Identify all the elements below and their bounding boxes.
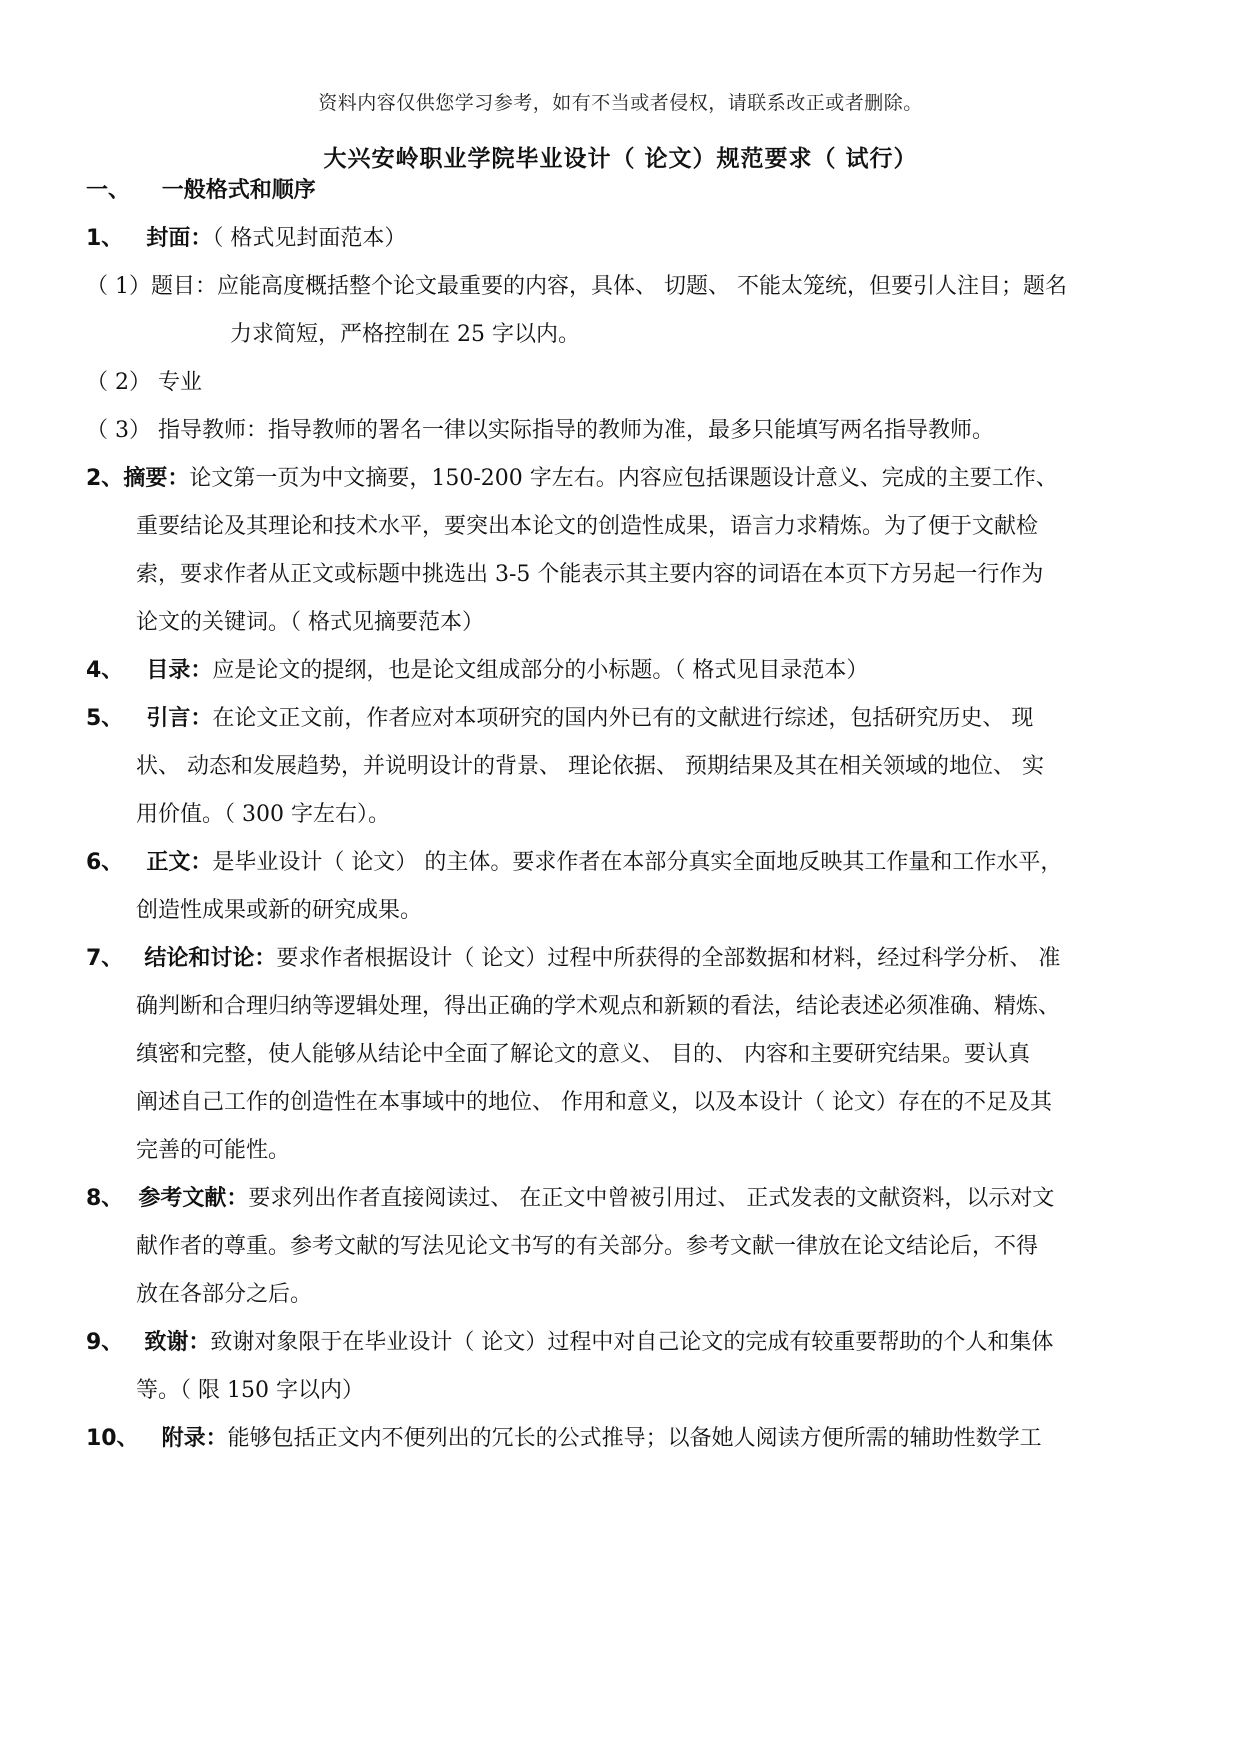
conclusion-line-5: 完善的可能性。: [136, 1138, 291, 1163]
document-title: 大兴安岭职业学院毕业设计（ 论文）规范要求（ 试行）: [323, 146, 918, 172]
item-label: 附录：: [161, 1426, 228, 1451]
conclusion-line-2: 确判断和合理归纳等逻辑处理，得出正确的学术观点和新颖的看法，结论表述必须准确、精炼、: [136, 994, 1061, 1019]
item-number: 2、: [86, 466, 124, 491]
item-text: 论文第一页为中文摘要，150-200 字左右。内容应包括课题设计意义、完成的主要工作、: [189, 466, 1058, 491]
intro-line-3: 用价值。（ 300 字左右）。: [136, 802, 390, 827]
section-heading: [86, 176, 316, 206]
item-toc: [86, 656, 868, 686]
cover-sub-title-cont: 力求简短，严格控制在 25 字以内。: [230, 322, 580, 347]
abstract-line-2: 重要结论及其理论和技术水平，要突出本论文的创造性成果，语言力求精炼。为了便于文献检: [136, 514, 1039, 539]
item-label: 引言：: [146, 706, 213, 731]
item-number: 6、: [86, 850, 124, 875]
abstract-line-3: 索，要求作者从正文或标题中挑选出 3-5 个能表示其主要内容的词语在本页下方另起一行作为: [136, 562, 1044, 587]
item-abstract: [86, 464, 1058, 494]
item-acknowledgement: [86, 1328, 1053, 1358]
references-line-3: 放在各部分之后。: [136, 1282, 313, 1307]
item-number: 1、: [86, 226, 124, 251]
item-text: 应是论文的提纲，也是论文组成部分的小标题。（ 格式见目录范本）: [212, 658, 869, 683]
item-cover: [86, 224, 406, 254]
item-number: 8、: [86, 1186, 124, 1211]
item-text: 在论文正文前，作者应对本项研究的国内外已有的文献进行综述，包括研究历史、 现: [212, 706, 1034, 731]
conclusion-line-3: 缜密和完整，使人能够从结论中全面了解论文的意义、 目的、 内容和主要研究结果。要认真: [136, 1042, 1030, 1067]
item-label: 正文：: [146, 850, 213, 875]
item-text: 是毕业设计（ 论文） 的主体。要求作者在本部分真实全面地反映其工作量和工作水平，: [212, 850, 1063, 875]
references-line-2: 献作者的尊重。参考文献的写法见论文书写的有关部分。参考文献一律放在论文结论后，不得: [136, 1234, 1039, 1259]
sub-prefix: （ 1）题目：: [86, 274, 217, 299]
item-label: 摘要：: [123, 466, 190, 491]
item-number: 7、: [86, 946, 124, 971]
cover-sub-major: （ 2） 专业: [86, 370, 202, 395]
item-text: 能够包括正文内不便列出的冗长的公式推导；以备她人阅读方便所需的辅助性数学工: [227, 1426, 1042, 1451]
item-label: 结论和讨论：: [144, 946, 277, 971]
acknowledgement-line-2: 等。（ 限 150 字以内）: [136, 1378, 364, 1403]
item-text: 要求列出作者直接阅读过、 在正文中曾被引用过、 正式发表的文献资料，以示对文: [248, 1186, 1055, 1211]
item-references: [86, 1184, 1054, 1214]
item-label: 封面：: [146, 226, 213, 251]
item-intro: [86, 704, 1033, 734]
sub-text: 应能高度概括整个论文最重要的内容，具体、 切题、 不能太笼统，但要引人注目；题名: [217, 274, 1067, 299]
watermark-notice: 资料内容仅供您学习参考，如有不当或者侵权，请联系改正或者删除。: [318, 92, 923, 114]
item-appendix: [86, 1424, 1042, 1454]
item-number: 10、: [86, 1426, 139, 1451]
cover-sub-advisor: （ 3） 指导教师：指导教师的署名一律以实际指导的教师为准，最多只能填写两名指导教师。: [86, 418, 994, 443]
item-number: 5、: [86, 706, 124, 731]
abstract-line-4: 论文的关键词。（ 格式见摘要范本）: [136, 610, 484, 635]
body-line-2: 创造性成果或新的研究成果。: [136, 898, 423, 923]
item-text: （ 格式见封面范本）: [212, 226, 407, 251]
item-body: [86, 848, 1062, 878]
conclusion-line-4: 阐述自己工作的创造性在本事域中的地位、 作用和意义，以及本设计（ 论文）存在的不足及其: [136, 1090, 1052, 1115]
section-number: 一、: [86, 178, 131, 203]
item-text: 要求作者根据设计（ 论文）过程中所获得的全部数据和材料，经过科学分析、 准: [276, 946, 1061, 971]
item-label: 致谢：: [144, 1330, 211, 1355]
section-title: 一般格式和顺序: [161, 178, 316, 203]
item-label: 目录：: [146, 658, 213, 683]
item-text: 致谢对象限于在毕业设计（ 论文）过程中对自己论文的完成有较重要帮助的个人和集体: [210, 1330, 1054, 1355]
item-number: 4、: [86, 658, 124, 683]
item-conclusion: [86, 944, 1060, 974]
item-number: 9、: [86, 1330, 124, 1355]
cover-sub-title: [86, 272, 1067, 302]
item-label: 参考文献：: [138, 1186, 249, 1211]
intro-line-2: 状、 动态和发展趋势，并说明设计的背景、 理论依据、 预期结果及其在相关领域的地位、 实: [136, 754, 1044, 779]
